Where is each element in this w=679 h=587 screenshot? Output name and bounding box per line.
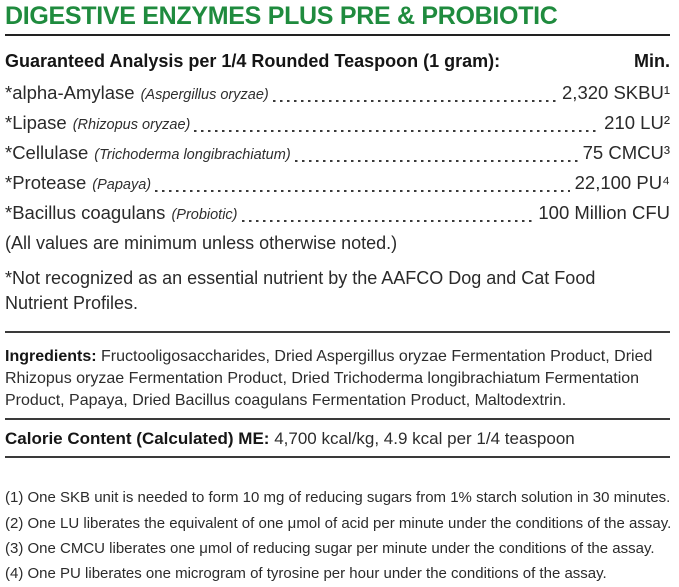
page-title: DIGESTIVE ENZYMES PLUS PRE & PROBIOTIC [5, 2, 558, 30]
table-row [5, 79, 670, 109]
analysis-name: *Lipase [5, 112, 67, 134]
section-divider [5, 456, 670, 458]
analysis-value: 22,100 PU⁴ [574, 172, 670, 194]
ingredients-label: Ingredients: [5, 348, 97, 366]
analysis-name: *Cellulase [5, 142, 89, 164]
footnote-cmcu: (3) One CMCU liberates one μmol of reducing sugar per minute under the conditions of the assay. [5, 539, 655, 557]
table-row [5, 169, 670, 199]
analysis-source: (Papaya) [92, 177, 152, 194]
footnotes-section [5, 485, 670, 586]
dot-leader [295, 160, 578, 162]
dot-leader [194, 130, 599, 132]
calorie-content-line [5, 430, 670, 448]
footnote-skb: (1) One SKB unit is needed to form 10 mg of reducing sugars from 1% starch solution in 30 minutes. [5, 489, 671, 507]
section-divider [5, 418, 670, 420]
guaranteed-analysis-table [5, 79, 670, 229]
analysis-name: *Bacillus coagulans [5, 202, 166, 224]
analysis-name: *Protease [5, 172, 87, 194]
table-row [5, 139, 670, 169]
analysis-value: 210 LU² [604, 112, 670, 134]
aafco-note: *Not recognized as an essential nutrient by the AAFCO Dog and Cat Food Nutrient Profiles. [5, 268, 596, 314]
analysis-value: 2,320 SKBU¹ [562, 82, 670, 104]
section-divider [5, 34, 670, 36]
analysis-source: (Aspergillus oryzae) [140, 87, 269, 104]
dot-leader [155, 190, 570, 192]
dot-leader [273, 100, 557, 102]
footnote-lu: (2) One LU liberates the equivalent of one μmol of acid per minute under the conditions of the assay. [5, 514, 672, 532]
analysis-source: (Rhizopus oryzae) [72, 117, 191, 134]
all-values-note: (All values are minimum unless otherwise noted.) [5, 233, 398, 254]
dot-leader [242, 220, 534, 222]
ingredients-text: Fructooligosaccharides, Dried Aspergillus oryzae Fermentation Product, Dried Rhizopus oryzae Fermentation Product, Dried Trichoderma longibrachiatum Fermentation Product, Papaya, Dried Bacillus coagulans Fermentation Product, Maltodextrin. [5, 348, 653, 410]
analysis-name: *alpha-Amylase [5, 82, 135, 104]
footnote-pu: (4) One PU liberates one microgram of tyrosine per hour under the conditions of the assay. [5, 565, 607, 583]
calorie-content-label: Calorie Content (Calculated) ME: [5, 429, 270, 449]
calorie-content-value: 4,700 kcal/kg, 4.9 kcal per 1/4 teaspoon [269, 429, 575, 449]
min-column-label: Min. [634, 51, 670, 72]
table-row [5, 199, 670, 229]
guaranteed-analysis-heading [5, 51, 670, 71]
guaranteed-analysis-heading-label: Guaranteed Analysis per 1/4 Rounded Teaspoon (1 gram): [5, 51, 501, 72]
analysis-value: 100 Million CFU [538, 202, 670, 224]
table-row [5, 109, 670, 139]
analysis-source: (Probiotic) [171, 207, 238, 224]
analysis-value: 75 CMCU³ [582, 142, 670, 164]
ingredients-paragraph [5, 346, 670, 412]
analysis-source: (Trichoderma longibrachiatum) [94, 147, 291, 164]
section-divider [5, 331, 670, 333]
